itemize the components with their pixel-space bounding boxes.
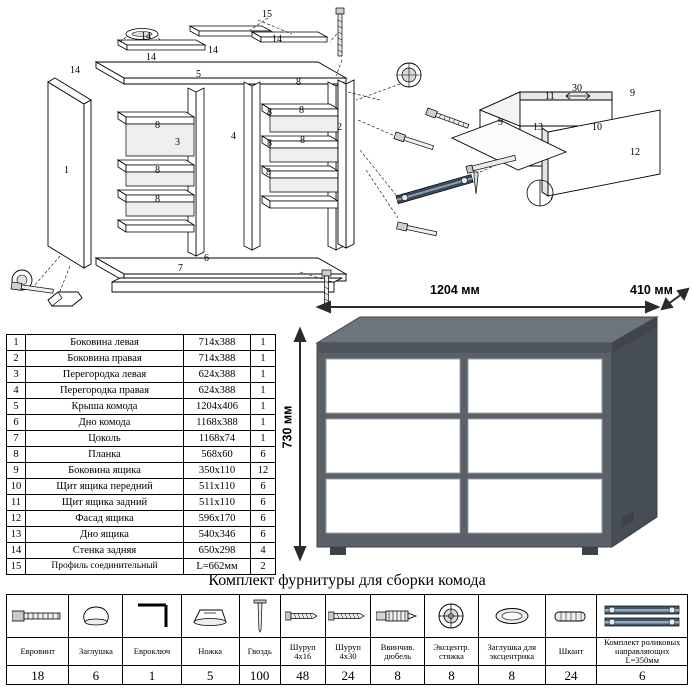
table-row [7,431,276,447]
part-quantity: 6 [251,511,276,527]
callout-8-e: 8 [300,135,305,146]
part-quantity: 6 [251,447,276,463]
table-row [7,447,276,463]
callout-5: 5 [196,69,201,80]
part-index: 4 [7,383,26,399]
callout-8-f: 8 [267,107,272,118]
table-row [7,463,276,479]
dresser-depth-label: 410 мм [630,283,673,297]
kit-item-name: Ввинчив. дюбель [371,638,425,666]
parts-table [6,334,276,575]
kit-item-name: Гвоздь [239,638,280,666]
table-row [7,543,276,559]
callout-8-c: 8 [299,105,304,116]
kit-item-count: 8 [478,666,545,685]
part-name: Боковина правая [26,351,184,367]
table-row [7,399,276,415]
part-quantity: 4 [251,543,276,559]
callout-dimension-30: 30 [572,83,582,94]
table-row [7,351,276,367]
callout-11: 11 [545,91,555,102]
dresser-width-label: 1204 мм [430,283,480,297]
kit-item-count: 6 [597,666,688,685]
part-name: Дно комода [26,415,184,431]
kit-counts-row [7,666,688,685]
part-quantity: 6 [251,479,276,495]
kit-item-name: Шуруп 4х30 [325,638,370,666]
part-index: 11 [7,495,26,511]
part-index: 14 [7,543,26,559]
callout-4: 4 [231,131,236,142]
part-dimension: 624х388 [184,367,251,383]
part-quantity: 2 [251,559,276,575]
part-index: 6 [7,415,26,431]
part-index: 3 [7,367,26,383]
part-index: 15 [7,559,26,575]
part-quantity: 1 [251,383,276,399]
callout-6: 6 [204,253,209,264]
kit-item-count: 100 [239,666,280,685]
kit-item-name: Заглушка для эксцентрика [478,638,545,666]
part-index: 9 [7,463,26,479]
kit-item-name: Шуруп 4х16 [280,638,325,666]
callout-14-d: 14 [146,52,156,63]
callout-8-d: 8 [155,165,160,176]
kit-item-name: Ножка [181,638,239,666]
part-name: Щит ящика задний [26,495,184,511]
part-quantity: 6 [251,495,276,511]
part-index: 5 [7,399,26,415]
part-quantity: 1 [251,367,276,383]
kit-item-name: Евроключ [123,638,181,666]
part-name: Стенка задняя [26,543,184,559]
part-dimension: 596х170 [184,511,251,527]
callout-14-b: 14 [208,45,218,56]
kit-item-name: Шкант [545,638,597,666]
part-index: 7 [7,431,26,447]
table-row [7,367,276,383]
hardware-kit-table [6,594,688,685]
kit-item-count: 24 [325,666,370,685]
callout-1: 1 [64,165,69,176]
eccentric-tie-icon [425,595,479,638]
part-dimension: 1168х388 [184,415,251,431]
part-index: 8 [7,447,26,463]
hardware-kit-title: Комплект фурнитуры для сборки комода [208,572,486,589]
part-dimension: 350х110 [184,463,251,479]
kit-item-name: Эксцентр. стяжка [425,638,479,666]
table-row [7,415,276,431]
table-row [7,527,276,543]
slide-rails-icon [597,595,688,638]
kit-item-count: 18 [7,666,69,685]
table-row [7,495,276,511]
part-name: Цоколь [26,431,184,447]
kit-item-count: 6 [69,666,123,685]
part-dimension: 714х388 [184,351,251,367]
callout-9-b: 9 [630,88,635,99]
part-index: 2 [7,351,26,367]
part-quantity: 1 [251,351,276,367]
screw-4x16-icon [280,595,325,638]
part-index: 13 [7,527,26,543]
callout-3: 3 [175,137,180,148]
part-index: 1 [7,335,26,351]
kit-item-count: 8 [371,666,425,685]
kit-item-name: Комплект роликовых направляющих L=350мм [597,638,688,666]
euro-key-icon [123,595,181,638]
table-row [7,383,276,399]
part-quantity: 12 [251,463,276,479]
leg-icon [181,595,239,638]
part-name: Планка [26,447,184,463]
part-dimension: 1168х74 [184,431,251,447]
part-quantity: 1 [251,431,276,447]
part-name: Профиль соединительный [26,559,184,575]
kit-item-count: 24 [545,666,597,685]
callout-14-c: 14 [272,34,282,45]
callout-9-a: 9 [498,117,503,128]
kit-names-row [7,638,688,666]
kit-icons-row [7,595,688,638]
kit-item-count: 8 [425,666,479,685]
part-index: 10 [7,479,26,495]
cap-icon [69,595,123,638]
euro-screw-icon [7,595,69,638]
part-dimension: 540х346 [184,527,251,543]
kit-item-count: 1 [123,666,181,685]
callout-8-b: 8 [155,120,160,131]
screw-4x30-icon [325,595,370,638]
part-index: 12 [7,511,26,527]
callout-8-i: 8 [155,194,160,205]
part-dimension: L=662мм [184,559,251,575]
finished-dresser-view [282,285,692,570]
callout-14-a: 14 [141,31,151,42]
part-dimension: 511х110 [184,479,251,495]
part-quantity: 6 [251,527,276,543]
eccentric-cap-icon [478,595,545,638]
kit-item-name: Заглушка [69,638,123,666]
kit-item-count: 5 [181,666,239,685]
callout-15: 15 [262,9,272,20]
dowel-pin-icon [545,595,597,638]
part-name: Боковина левая [26,335,184,351]
part-dimension: 650х298 [184,543,251,559]
dowel-icon [371,595,425,638]
part-name: Боковина ящика [26,463,184,479]
part-name: Перегородка правая [26,383,184,399]
callout-8-g: 8 [267,138,272,149]
callout-14-e: 14 [70,65,80,76]
exploded-view-diagram [0,0,694,318]
part-dimension: 511х110 [184,495,251,511]
kit-item-name: Евровинт [7,638,69,666]
part-name: Фасад ящика [26,511,184,527]
table-row [7,335,276,351]
part-dimension: 714х388 [184,335,251,351]
callout-10: 10 [592,122,602,133]
part-quantity: 1 [251,415,276,431]
callout-12: 12 [630,147,640,158]
part-dimension: 1204х406 [184,399,251,415]
table-row [7,511,276,527]
nail-icon [239,595,280,638]
part-quantity: 1 [251,399,276,415]
table-row [7,479,276,495]
callout-13: 13 [533,122,543,133]
part-dimension: 568х60 [184,447,251,463]
callout-2: 2 [337,122,342,133]
part-name: Крыша комода [26,399,184,415]
part-quantity: 1 [251,335,276,351]
dresser-height-label: 730 мм [280,405,295,449]
kit-item-count: 48 [280,666,325,685]
part-name: Дно ящика [26,527,184,543]
callout-7: 7 [178,263,183,274]
callout-8-a: 8 [296,77,301,88]
part-name: Щит ящика передний [26,479,184,495]
part-dimension: 624х388 [184,383,251,399]
part-name: Перегородка левая [26,367,184,383]
callout-8-h: 8 [266,167,271,178]
